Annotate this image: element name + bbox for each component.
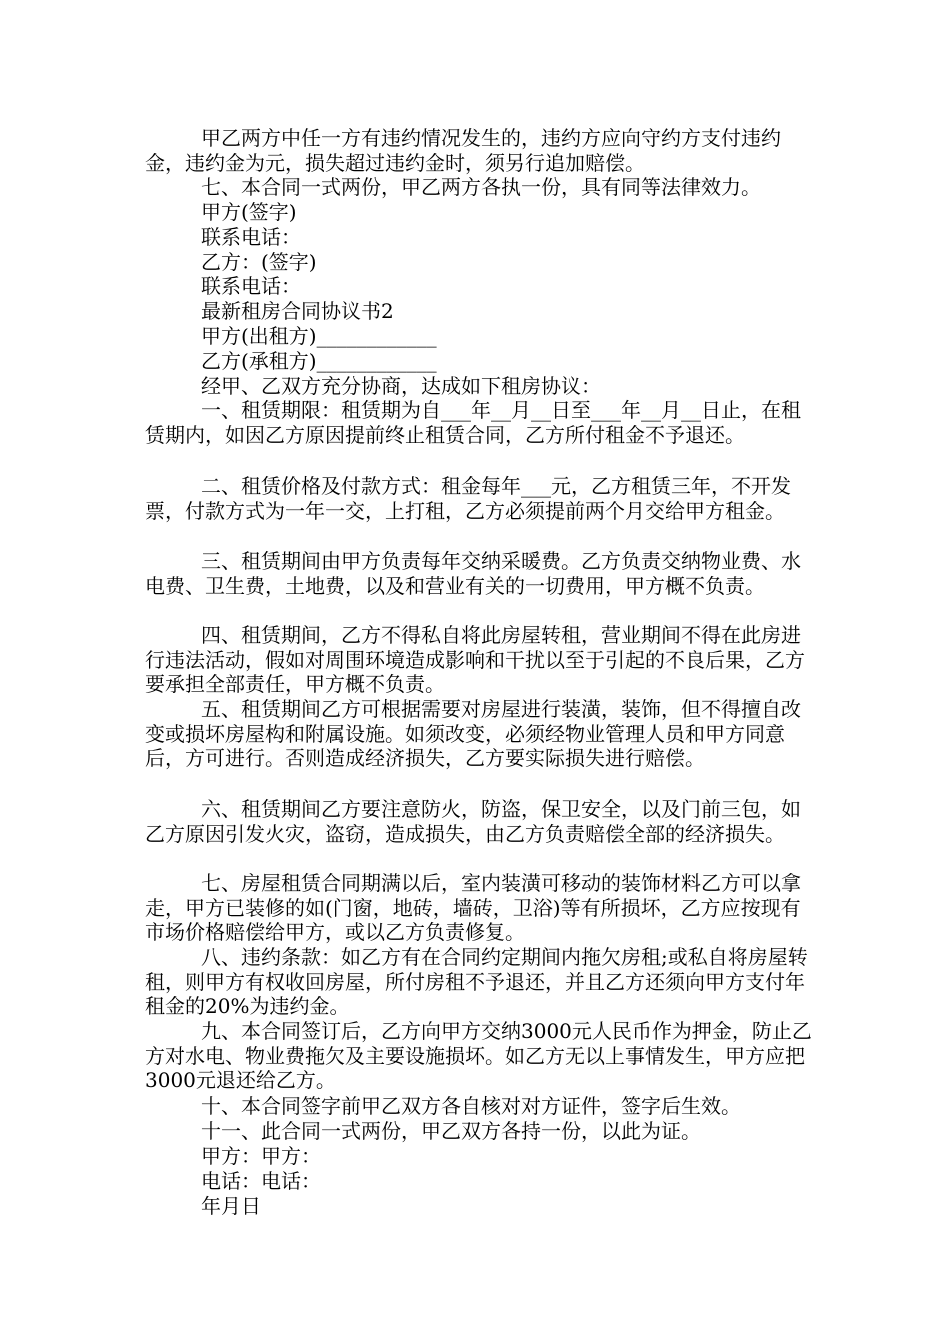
party-a-sign: 甲方(签字) — [201, 200, 297, 224]
clause-6: 六、租赁期间乙方要注意防火，防盗，保卫安全，以及门前三包，如乙方原因引发火灾，盗窃，造成损失，由乙方负责赔偿全部的经济损失。 — [145, 797, 801, 846]
clause-9: 九、本合同签订后，乙方向甲方交纳3000元人民币作为押金，防止乙方对水电、物业费拖欠及主要设施损坏。如乙方无以上事情发生，甲方应把3000元退还给乙方。 — [145, 1019, 812, 1092]
party-b-phone: 联系电话： — [201, 274, 301, 298]
clause-3: 三、租赁期间由甲方负责每年交纳采暖费。乙方负责交纳物业费、水电费、卫生费，土地费，以及和营业有关的一切费用，甲方概不负责。 — [145, 549, 801, 598]
clause-7: 七、房屋租赁合同期满以后，室内装潢可移动的装饰材料乙方可以拿走，甲方已装修的如(门窗，地砖，墙砖，卫浴)等有所损坏，乙方应按现有市场价格赔偿给甲方，或以乙方负责修复。 — [145, 871, 801, 944]
clause-5: 五、租赁期间乙方可根据需要对房屋进行装潢，装饰，但不得擅自改变或损坏房屋构和附属设施。如须改变，必须经物业管理人员和甲方同意后，方可进行。否则造成经济损失，乙方要实际损失进行赔偿。 — [145, 697, 801, 770]
clause-1: 一、租赁期限：租赁期为自___年__月__日至___年__月__日止，在租赁期内，如因乙方原因提前终止租赁合同，乙方所付租金不予退还。 — [145, 398, 801, 447]
clause-11: 十一、此合同一式两份，甲乙双方各持一份，以此为证。 — [201, 1119, 701, 1143]
signature-date: 年月日 — [201, 1194, 261, 1218]
clause-8: 八、违约条款：如乙方有在合同约定期间内拖欠房租;或私自将房屋转租，则甲方有权收回房屋，所付房租不予退还，并且乙方还须向甲方支付年租金的20%为违约金。 — [145, 945, 808, 1018]
clause-4: 四、租赁期间，乙方不得私自将此房屋转租，营业期间不得在此房进行违法活动，假如对周围环境造成影响和干扰以至于引起的不良后果，乙方要承担全部责任，甲方概不负责。 — [145, 623, 805, 696]
signature-phones: 电话：电话： — [201, 1169, 321, 1193]
section-title: 最新租房合同协议书2 — [201, 299, 394, 323]
party-b-sign: 乙方：(签字) — [201, 250, 317, 274]
lessee-line: 乙方(承租方)____________ — [201, 349, 437, 373]
signature-parties: 甲方：甲方： — [201, 1144, 321, 1168]
party-a-phone: 联系电话： — [201, 225, 301, 249]
paragraph-copies-1: 七、本合同一式两份，甲乙两方各执一份，具有同等法律效力。 — [201, 175, 761, 199]
clause-2: 二、租赁价格及付款方式：租金每年___元，乙方租赁三年，不开发票，付款方式为一年一交，上打租，乙方必须提前两个月交给甲方租金。 — [145, 474, 791, 523]
lessor-line: 甲方(出租方)____________ — [201, 324, 437, 348]
paragraph-breach: 甲乙两方中任一方有违约情况发生的，违约方应向守约方支付违约金，违约金为元，损失超过违约金时，须另行追加赔偿。 — [145, 126, 781, 175]
clause-10: 十、本合同签字前甲乙双方各自核对对方证件，签字后生效。 — [201, 1094, 741, 1118]
intro-line: 经甲、乙双方充分协商，达成如下租房协议： — [201, 374, 601, 398]
